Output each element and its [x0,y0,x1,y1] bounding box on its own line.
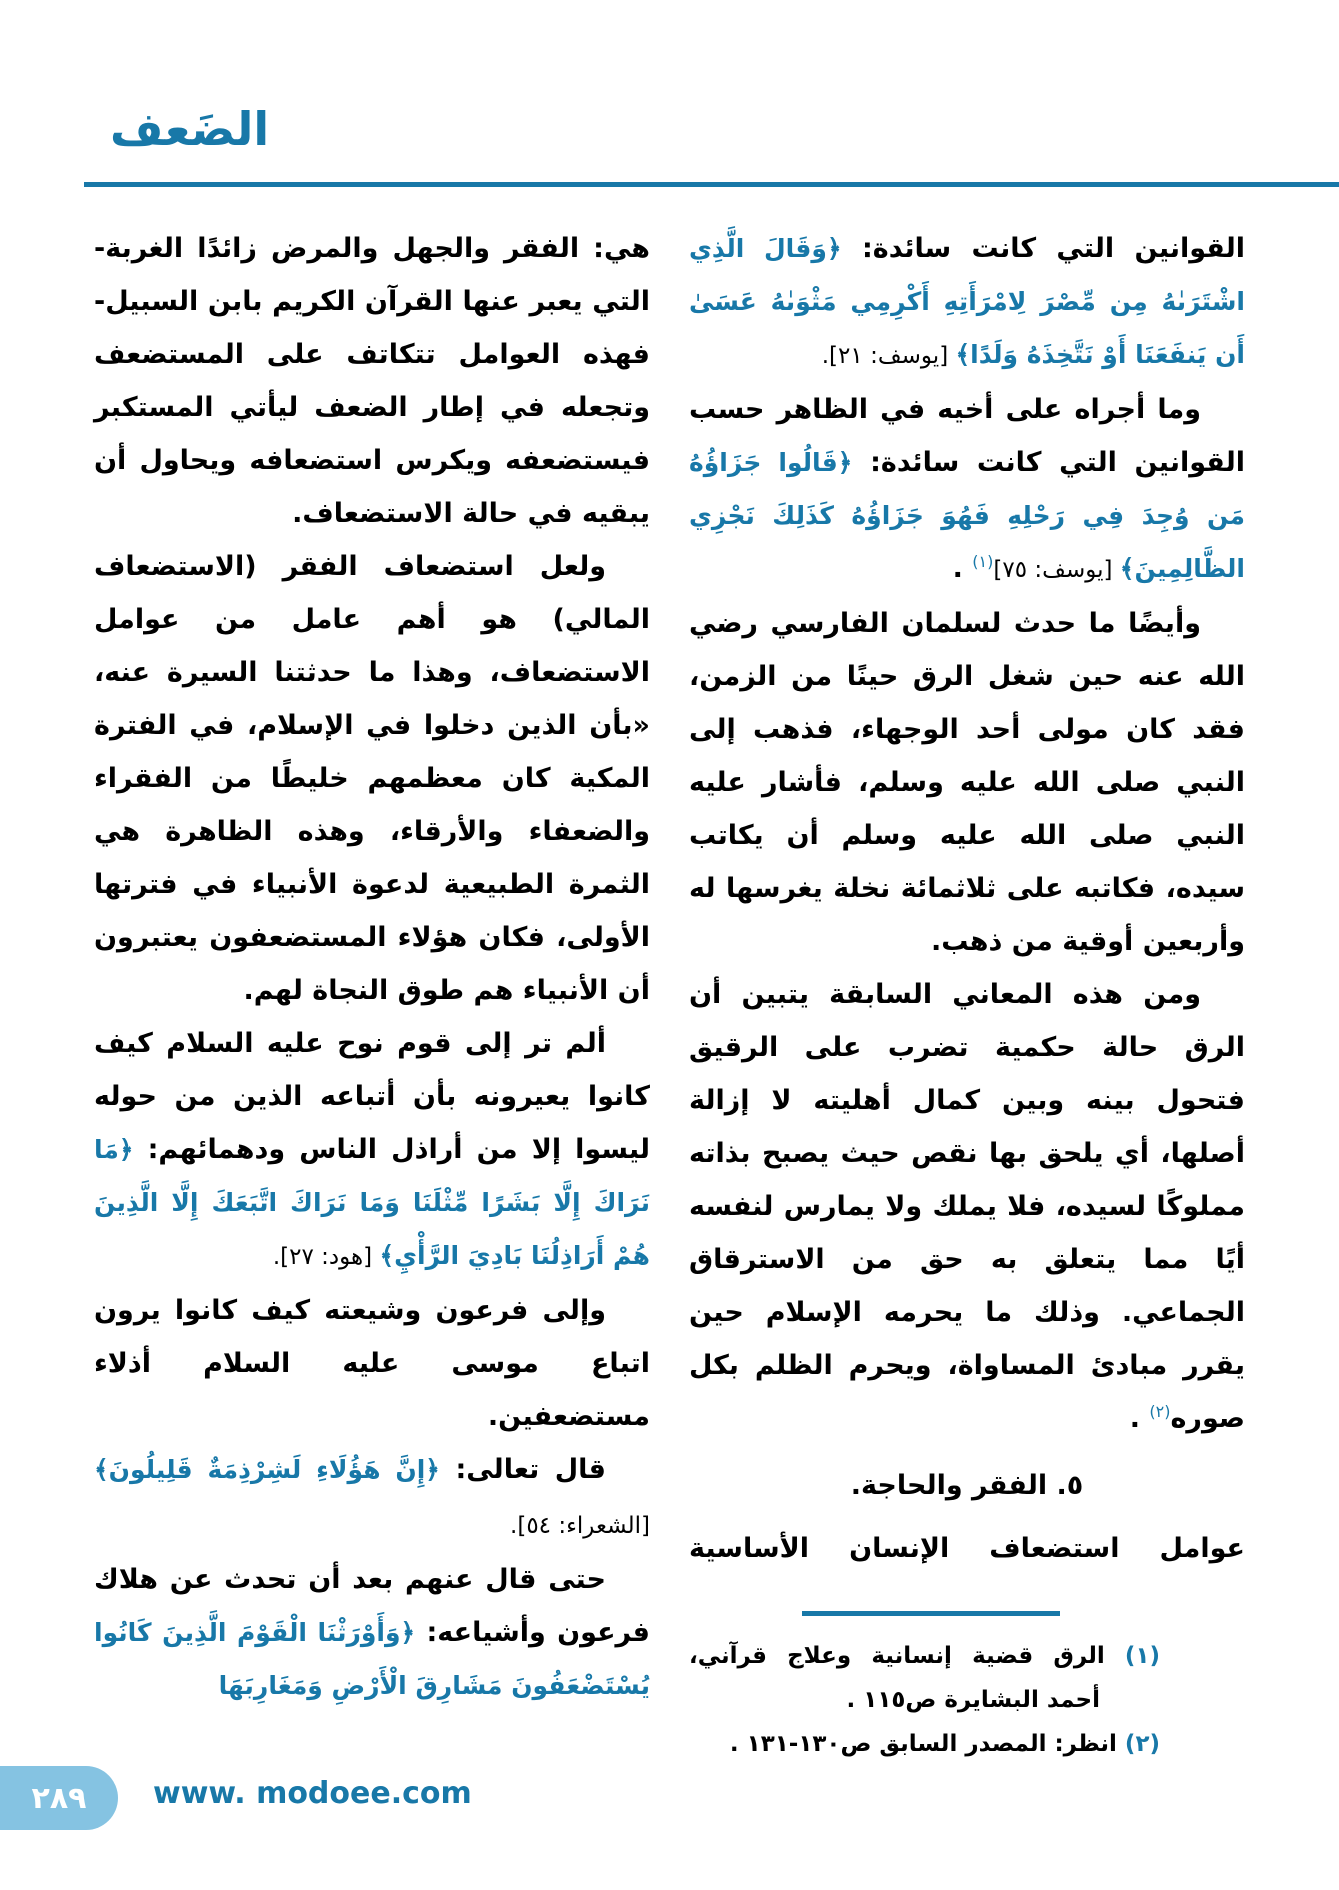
footnote-ref: (٢) [1149,1402,1171,1421]
paragraph-salman-alfarisi [689,597,1245,968]
footnote-separator [802,1611,1060,1616]
paragraph-riqq-ruling [689,968,1245,1445]
paragraph-firaun-followers [94,1284,650,1443]
body-text: . [952,553,973,584]
right-column [689,222,1245,1766]
body-text: ولعل استضعاف الفقر (الاستضعاف المالي) هو أهم عامل من عوامل الاستضعاف، وهذا ما حدثتنا السيرة عنه، «بأن الذين دخلوا في الإسلام، في الفترة المكية كان معظمهم خليطًا من الفقراء والضعفاء والأرقاء، وهذه الظاهرة هي الثمرة الطبيعية لدعوة الأنبياء في فترتها الأولى، فكان هؤلاء المستضعفون يعتبرون أن الأنبياء هم طوق النجاة لهم. [94,551,650,1006]
page-number-tab [0,1766,118,1830]
paragraph-nuh-hud27 [94,1017,650,1284]
footnote [689,1634,1160,1722]
paragraph-inheritance-verse [94,1553,650,1712]
quran-text: ﴿وَأَوْرَثْنَا الْقَوْمَ الَّذِينَ كَانُوا يُسْتَضْعَفُونَ مَشَارِقَ الْأَرْضِ وَمَغَارِبَهَا [94,1618,650,1700]
website-url: www. modoee.com [153,1776,472,1811]
footnote-text: انظر: المصدر السابق ص١٣٠-١٣١ . [729,1731,1125,1757]
paragraph-poverty-ignorance [94,222,650,540]
quran-text: ﴿إِنَّ هَؤُلَاءِ لَشِرْذِمَةٌ قَلِيلُونَ﴾ [94,1455,440,1484]
body-text: حتى قال عنهم بعد أن تحدث عن هلاك فرعون وأشياعه: [94,1564,650,1648]
page-number: ٢٨٩ [31,1780,87,1816]
body-text: القوانين التي كانت سائدة: [841,233,1245,264]
footnote [689,1722,1160,1766]
paragraph-financial-weakening [94,540,650,1017]
quran-text: ﴿وَقَالَ الَّذِي اشْتَرَىٰهُ مِن مِّصْرَ لِامْرَأَتِهِ أَكْرِمِي مَثْوَىٰهُ عَسَىٰ أَن يَنفَعَنَا أَوْ نَتَّخِذَهُ وَلَدًا﴾ [689,234,1245,369]
heading-weakening-factors [689,1522,1245,1575]
body-text: هي: الفقر والجهل والمرض زائدًا الغربة- التي يعبر عنها القرآن الكريم بابن السبيل- فهذه العوامل تتكاتف على المستضعف وتجعله في إطار الضعف ليأتي المستكبر فيستضعفه ويكرس استضعافه ويحاول أن يبقيه في حالة الاستضعاف. [94,233,650,529]
left-column [94,222,650,1712]
body-text: ٥. الفقر والحاجة. [850,1470,1084,1501]
body-text: وإلى فرعون وشيعته كيف كانوا يرون اتباع موسى عليه السلام أذلاء مستضعفين. [94,1295,650,1432]
body-text: عوامل استضعاف الإنسان الأساسية [689,1533,1245,1564]
header-rule [84,182,1339,187]
chapter-title: الضَعف [110,102,270,156]
verse-reference: [يوسف: ٢١]. [821,343,956,369]
verse-reference: [هود: ٢٧]. [272,1244,380,1270]
heading-poverty-and-need [689,1459,1245,1512]
verse-reference: [يوسف: ٧٥] [993,557,1120,583]
footnotes [689,1634,1160,1766]
body-text: وأيضًا ما حدث لسلمان الفارسي رضي الله عنه حين شغل الرق حينًا من الزمن، فقد كان مولى أحد الوجهاء، فذهب إلى النبي صلى الله عليه وسلم، فأشار عليه النبي صلى الله عليه وسلم أن يكاتب سيده، فكاتبه على ثلاثمائة نخلة يغرسها له وأربعين أوقية من ذهب. [689,608,1245,957]
quran-text: ﴿مَا نَرَاكَ إِلَّا بَشَرًا مِّثْلَنَا وَمَا نَرَاكَ اتَّبَعَكَ إِلَّا الَّذِينَ هُمْ أَرَاذِلُنَا بَادِيَ الرَّأْيِ﴾ [94,1135,650,1270]
verse-reference: [الشعراء: ٥٤]. [510,1513,650,1539]
footnote-marker: (٢) [1124,1731,1160,1757]
paragraph-laws-yusuf21 [689,222,1245,383]
quran-text: ﴿قَالُوا جَزَاؤُهُ مَن وُجِدَ فِي رَحْلِهِ فَهُوَ جَزَاؤُهُ كَذَلِكَ نَجْزِي الظَّالِمِينَ﴾ [689,448,1245,583]
footnote-text: الرق قضية إنسانية وعلاج قرآني، أحمد البشايرة ص١١٥ . [689,1643,1125,1713]
paragraph-shuara54 [94,1443,650,1553]
body-text: قال تعالى: [439,1454,606,1485]
text-columns [94,222,1245,1766]
body-text: وما أجراه على أخيه في الظاهر حسب القوانين التي كانت سائدة: [689,394,1245,478]
body-text: . [1129,1403,1150,1434]
body-text: ألم تر إلى قوم نوح عليه السلام كيف كانوا يعيرونه بأن أتباعه الذين من حوله ليسوا إلا من أراذل الناس ودهمائهم: [94,1028,650,1165]
footnote-ref: (١) [972,552,994,571]
footnote-marker: (١) [1124,1643,1160,1669]
body-text: ومن هذه المعاني السابقة يتبين أن الرق حالة حكمية تضرب على الرقيق فتحول بينه وبين كمال أهليته لا إزالة أصلها، أي يلحق بها نقص حيث يصبح بذاته مملوكًا لسيده، فلا يملك ولا يمارس لنفسه أيًا مما يتعلق به حق من الاسترقاق الجماعي. وذلك ما يحرمه الإسلام حين يقرر مبادئ المساواة، ويحرم الظلم بكل صوره [689,979,1245,1434]
paragraph-brother-yusuf75 [689,383,1245,597]
